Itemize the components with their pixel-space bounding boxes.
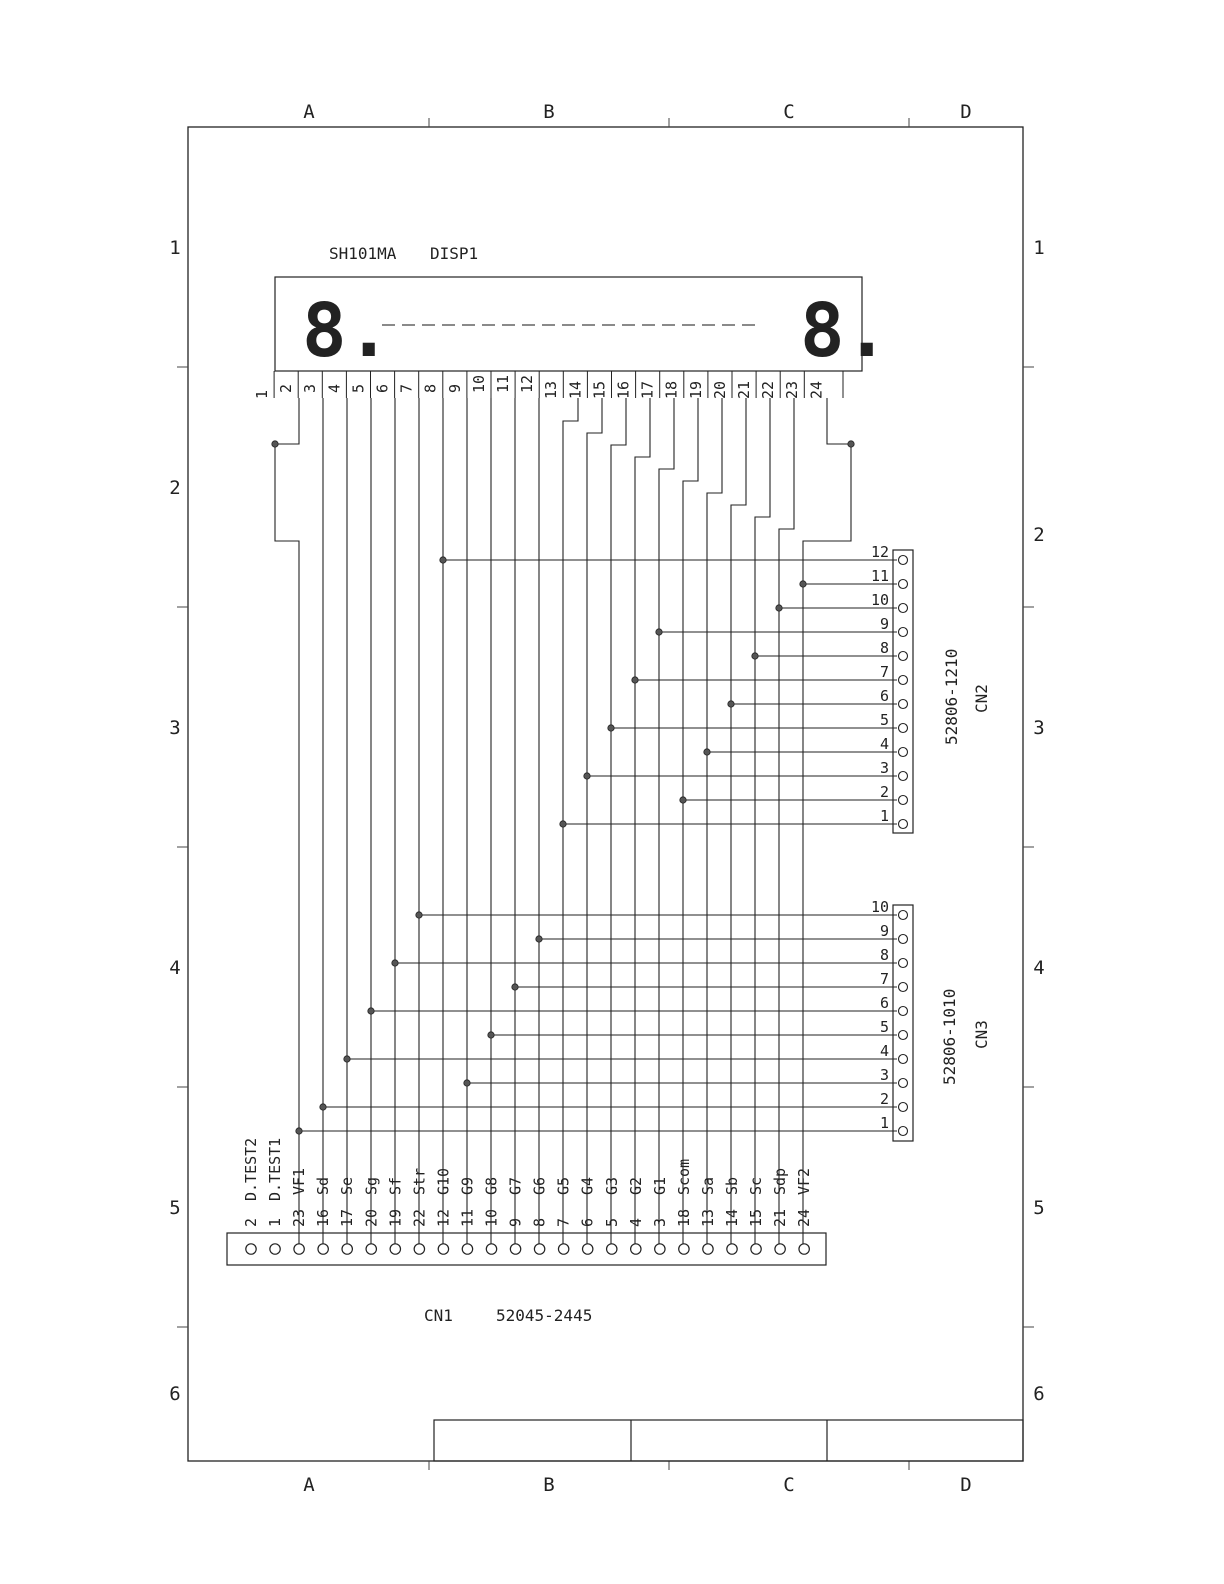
- cn1-pin-hole: [607, 1244, 617, 1254]
- cn1-pin-number: 12: [434, 1208, 453, 1227]
- cn1-pin-name: G3: [602, 1176, 621, 1195]
- junction-dot: [392, 960, 398, 966]
- cn1-pin-name: Sdp: [771, 1167, 790, 1195]
- cn1-pin-number: 13: [698, 1208, 717, 1227]
- zone-col-a-bottom: A: [303, 1474, 315, 1496]
- display-pin-5: 5: [349, 383, 368, 393]
- cn3-pin-6: 6: [879, 994, 889, 1012]
- display-pin-11: 11: [494, 374, 512, 393]
- cn2-pin-hole: [899, 628, 908, 637]
- cn3-pin-1: 1: [879, 1114, 889, 1132]
- cn1-pin-number: 17: [338, 1208, 357, 1227]
- cn1-pin-number: 5: [602, 1217, 621, 1227]
- cn1-pin-number: 1: [266, 1217, 285, 1227]
- display-pin-7: 7: [397, 383, 416, 393]
- cn3-pin-numbers: [871, 898, 908, 1136]
- cn2-pin-hole: [899, 676, 908, 685]
- cn2-pin-hole: [899, 772, 908, 781]
- zone-row-3-right: 3: [1033, 717, 1045, 739]
- cn2-pin-1: 1: [879, 807, 889, 825]
- cn1-pin-hole: [631, 1244, 641, 1254]
- cn3-pin-hole: [899, 1031, 908, 1040]
- cn3-pin-3: 3: [879, 1066, 889, 1084]
- cn3-pin-hole: [899, 1007, 908, 1016]
- cn1-pin-hole: [751, 1244, 761, 1254]
- cn3-pin-hole: [899, 983, 908, 992]
- junction-dot: [344, 1056, 350, 1062]
- wire-stepped: [707, 398, 722, 1244]
- cn2-pin-hole: [899, 652, 908, 661]
- zone-col-b-top: B: [543, 101, 555, 123]
- cn1-pin-name: Str: [410, 1167, 429, 1195]
- cn1-pin-number: 9: [506, 1217, 525, 1227]
- zone-row-2-left: 2: [169, 477, 181, 499]
- cn2-pin-4: 4: [879, 735, 889, 753]
- junction-dot: [848, 441, 854, 447]
- zone-row-6-left: 6: [169, 1383, 181, 1405]
- zone-columns-top: [303, 101, 971, 123]
- display-pin-9: 9: [445, 383, 464, 393]
- wire-stepped: [731, 398, 746, 1244]
- zone-rows-left: [169, 237, 180, 1405]
- cn3-pin-hole: [899, 1055, 908, 1064]
- cn1-pin-name: Sc: [747, 1176, 766, 1195]
- cn1-pin-name: VF1: [290, 1167, 309, 1195]
- cn1-pin-hole: [727, 1244, 737, 1254]
- zone-col-c-bottom: C: [783, 1474, 795, 1496]
- display-pin-22: 22: [759, 380, 778, 399]
- zone-row-5-right: 5: [1033, 1197, 1045, 1219]
- display-pin-18: 18: [662, 380, 681, 399]
- cn2-pin-hole: [899, 700, 908, 709]
- cn2-pin-6: 6: [879, 687, 889, 705]
- cn1-pin-number: 7: [554, 1217, 573, 1227]
- cn2-pin-hole: [899, 748, 908, 757]
- cn1-pin-name: G5: [554, 1176, 573, 1195]
- cn3-pin-hole: [899, 1127, 908, 1136]
- display-pin-8: 8: [421, 383, 440, 393]
- display-pin-1: 1: [253, 389, 271, 399]
- zone-col-a-top: A: [303, 101, 315, 123]
- cn2-pin-2: 2: [879, 783, 889, 801]
- junction-dot: [656, 629, 662, 635]
- zone-row-4-left: 4: [169, 957, 181, 979]
- junction-dot: [560, 821, 566, 827]
- zone-col-d-top: D: [960, 101, 972, 123]
- display-pin-6: 6: [373, 383, 392, 393]
- cn1-pin-hole: [270, 1244, 280, 1254]
- cn1-pin-hole: [486, 1244, 496, 1254]
- cn1-pin-hole: [438, 1244, 448, 1254]
- cn1-pin-number: 20: [362, 1208, 381, 1227]
- display-pin-4: 4: [325, 383, 344, 393]
- cn2-pin-3: 3: [879, 759, 889, 777]
- digit-left: 8.: [302, 288, 392, 374]
- cn2-pin-5: 5: [879, 711, 889, 729]
- cn1-pin-name: G1: [650, 1176, 669, 1195]
- cn1-pin-number: 22: [410, 1208, 429, 1227]
- cn3-pin-hole: [899, 935, 908, 944]
- junction-dot: [464, 1080, 470, 1086]
- wire-stepped: [683, 398, 698, 1244]
- display-pin-3: 3: [301, 383, 320, 393]
- junction-dot: [608, 725, 614, 731]
- cn1-pin-name: G2: [626, 1176, 645, 1195]
- cn1-pin-name: Sb: [723, 1176, 741, 1195]
- cn1-pin-name: G8: [482, 1176, 501, 1195]
- zone-row-5-left: 5: [169, 1197, 181, 1219]
- wire-stepped: [587, 398, 602, 1244]
- junction-dot: [320, 1104, 326, 1110]
- zone-col-b-bottom: B: [543, 1474, 555, 1496]
- cn1-pin-number: 11: [458, 1208, 477, 1227]
- display-pin-23: 23: [783, 380, 802, 399]
- junction-dot: [776, 605, 782, 611]
- junction-dot: [632, 677, 638, 683]
- cn1-pin-number: 23: [290, 1208, 309, 1227]
- cn1-pin-number: 4: [626, 1217, 645, 1227]
- zone-row-2-right: 2: [1033, 524, 1045, 546]
- display-pin-numbers: [253, 371, 843, 399]
- cn1-pin-number: 10: [482, 1208, 501, 1227]
- cn1-pin-name: Scom: [674, 1158, 693, 1195]
- cn1-pin-number: 21: [771, 1208, 790, 1227]
- cn3-pin-hole: [899, 1103, 908, 1112]
- zone-col-c-top: C: [783, 101, 795, 123]
- junction-dot: [440, 557, 446, 563]
- cn1-pin-name: G7: [506, 1176, 525, 1195]
- cn1-pin-number: 6: [578, 1217, 597, 1227]
- cn3-part-label: 52806-1010: [940, 988, 959, 1085]
- cn3-pin-hole: [899, 959, 908, 968]
- digit-right: 8.: [800, 288, 890, 374]
- cn1-pin-hole: [462, 1244, 472, 1254]
- cn1-pin-number: 2: [242, 1217, 260, 1227]
- cn3-pin-5: 5: [879, 1018, 889, 1036]
- cn1-pin-hole: [294, 1244, 304, 1254]
- cn2-pin-hole: [899, 556, 908, 565]
- cn2-pin-hole: [899, 796, 908, 805]
- junction-dot: [728, 701, 734, 707]
- cn1-pin-name: G9: [458, 1176, 477, 1195]
- junction-dot: [752, 653, 758, 659]
- wire-stepped: [611, 398, 626, 1244]
- cn3-pin-8: 8: [879, 946, 889, 964]
- wire-stepped: [659, 398, 674, 1244]
- junction-dot: [680, 797, 686, 803]
- display-pin-24: 24: [807, 380, 826, 399]
- wiring: [272, 398, 897, 1244]
- junction-dot: [800, 581, 806, 587]
- display-pin-19: 19: [686, 380, 705, 399]
- cn1-pin-name: Sd: [314, 1176, 333, 1195]
- junction-dot: [296, 1128, 302, 1134]
- cn1-pin-name: Sa: [698, 1176, 717, 1195]
- display-pin-13: 13: [542, 380, 561, 399]
- display-pin-20: 20: [710, 380, 729, 399]
- display-pin-10: 10: [469, 374, 488, 393]
- junction-dot: [488, 1032, 494, 1038]
- cn1-pin-name: Se: [338, 1176, 357, 1195]
- cn1-pin-number: 15: [747, 1208, 766, 1227]
- cn2-ref-label: CN2: [972, 684, 991, 713]
- cn1-pin-hole: [583, 1244, 593, 1254]
- cn1-pin-hole: [534, 1244, 544, 1254]
- cn1-pin-hole: [366, 1244, 376, 1254]
- zone-row-3-left: 3: [169, 717, 181, 739]
- display-pin-14: 14: [566, 380, 585, 399]
- display-ref-label: DISP1: [430, 244, 479, 263]
- cn2-pin-hole: [899, 604, 908, 613]
- cn2-pin-12: 12: [870, 543, 889, 561]
- zone-col-d-bottom: D: [960, 1474, 972, 1496]
- cn1-pin-name: D.TEST1: [266, 1137, 285, 1201]
- cn3-pin-7: 7: [879, 970, 889, 988]
- wire-vf2: [803, 398, 851, 1244]
- cn1-pin-number: 14: [723, 1208, 741, 1227]
- cn1-pin-hole: [390, 1244, 400, 1254]
- cn1-pin-name: D.TEST2: [242, 1137, 260, 1201]
- cn1-ref-label: CN1: [424, 1306, 453, 1325]
- cn1-pin-hole: [775, 1244, 785, 1254]
- display-pin-15: 15: [590, 380, 609, 399]
- zone-row-6-right: 6: [1033, 1383, 1045, 1405]
- cn1-pin-name: Sg: [362, 1176, 381, 1195]
- display-pin-16: 16: [614, 380, 633, 399]
- wire-stepped: [779, 398, 794, 1244]
- cn1-pin-hole: [246, 1244, 256, 1254]
- cn3-pin-hole: [899, 1079, 908, 1088]
- zone-row-1-right: 1: [1033, 237, 1045, 259]
- display-pin-21: 21: [735, 380, 753, 399]
- cn2-pin-10: 10: [870, 591, 889, 609]
- cn1-pin-name: Sf: [386, 1176, 405, 1195]
- cn1-pin-number: 8: [530, 1217, 549, 1227]
- cn1-pin-hole: [679, 1244, 689, 1254]
- cn3-pin-hole: [899, 911, 908, 920]
- cn1-pin-name: VF2: [795, 1167, 814, 1195]
- wire-stepped: [563, 398, 578, 1244]
- cn2-pin-8: 8: [879, 639, 889, 657]
- junction-dot: [272, 441, 278, 447]
- title-block: [434, 1420, 1023, 1461]
- cn2-pin-hole: [899, 820, 908, 829]
- cn1-pin-hole: [703, 1244, 713, 1254]
- cn2-pin-7: 7: [879, 663, 889, 681]
- cn2-pin-hole: [899, 724, 908, 733]
- cn1-pin-hole: [414, 1244, 424, 1254]
- display-pin-17: 17: [638, 380, 657, 399]
- cn1-pin-hole: [318, 1244, 328, 1254]
- display-pin-12: 12: [518, 374, 537, 393]
- cn1-pin-hole: [510, 1244, 520, 1254]
- junction-dot: [368, 1008, 374, 1014]
- cn2-part-label: 52806-1210: [942, 648, 961, 745]
- wire-stepped: [755, 398, 770, 1244]
- cn1-part-label: 52045-2445: [496, 1306, 593, 1325]
- wire-stepped: [635, 398, 650, 1244]
- display-part-label: SH101MA: [329, 244, 397, 263]
- junction-dot: [512, 984, 518, 990]
- zone-columns-bottom: [303, 1474, 971, 1496]
- cn3-pin-4: 4: [879, 1042, 889, 1060]
- junction-dot: [536, 936, 542, 942]
- cn1-pin-number: 19: [386, 1208, 405, 1227]
- cn1-pin-number: 16: [314, 1208, 333, 1227]
- cn1-pin-name: G6: [530, 1176, 549, 1195]
- cn1-pin-name: G4: [578, 1176, 597, 1195]
- display-pin-2: 2: [277, 383, 296, 393]
- cn1-pin-number: 18: [674, 1208, 693, 1227]
- cn1-pin-name: G10: [434, 1167, 453, 1195]
- zone-row-1-left: 1: [169, 237, 181, 259]
- cn1-pin-number: 3: [650, 1217, 669, 1227]
- cn3-pin-9: 9: [879, 922, 889, 940]
- cn1-pin-number: 24: [795, 1208, 814, 1227]
- cn1-pin-hole: [655, 1244, 665, 1254]
- cn1-pin-hole: [342, 1244, 352, 1254]
- junction-dot: [704, 749, 710, 755]
- junction-dot: [416, 912, 422, 918]
- cn3-ref-label: CN3: [972, 1020, 991, 1049]
- cn2-pin-11: 11: [870, 567, 889, 585]
- cn2-body: [893, 550, 913, 833]
- cn2-pin-9: 9: [879, 615, 889, 633]
- wire-vf1: [275, 398, 299, 1244]
- cn2-pin-numbers: [871, 543, 908, 829]
- cn3-pin-2: 2: [879, 1090, 889, 1108]
- junction-dot: [584, 773, 590, 779]
- cn1-pin-labels: [242, 1138, 813, 1254]
- cn1-pin-hole: [799, 1244, 809, 1254]
- zone-row-4-right: 4: [1033, 957, 1045, 979]
- cn3-pin-10: 10: [870, 898, 889, 916]
- zone-rows-right: [1033, 237, 1044, 1405]
- cn2-pin-hole: [899, 580, 908, 589]
- cn1-pin-hole: [558, 1244, 568, 1254]
